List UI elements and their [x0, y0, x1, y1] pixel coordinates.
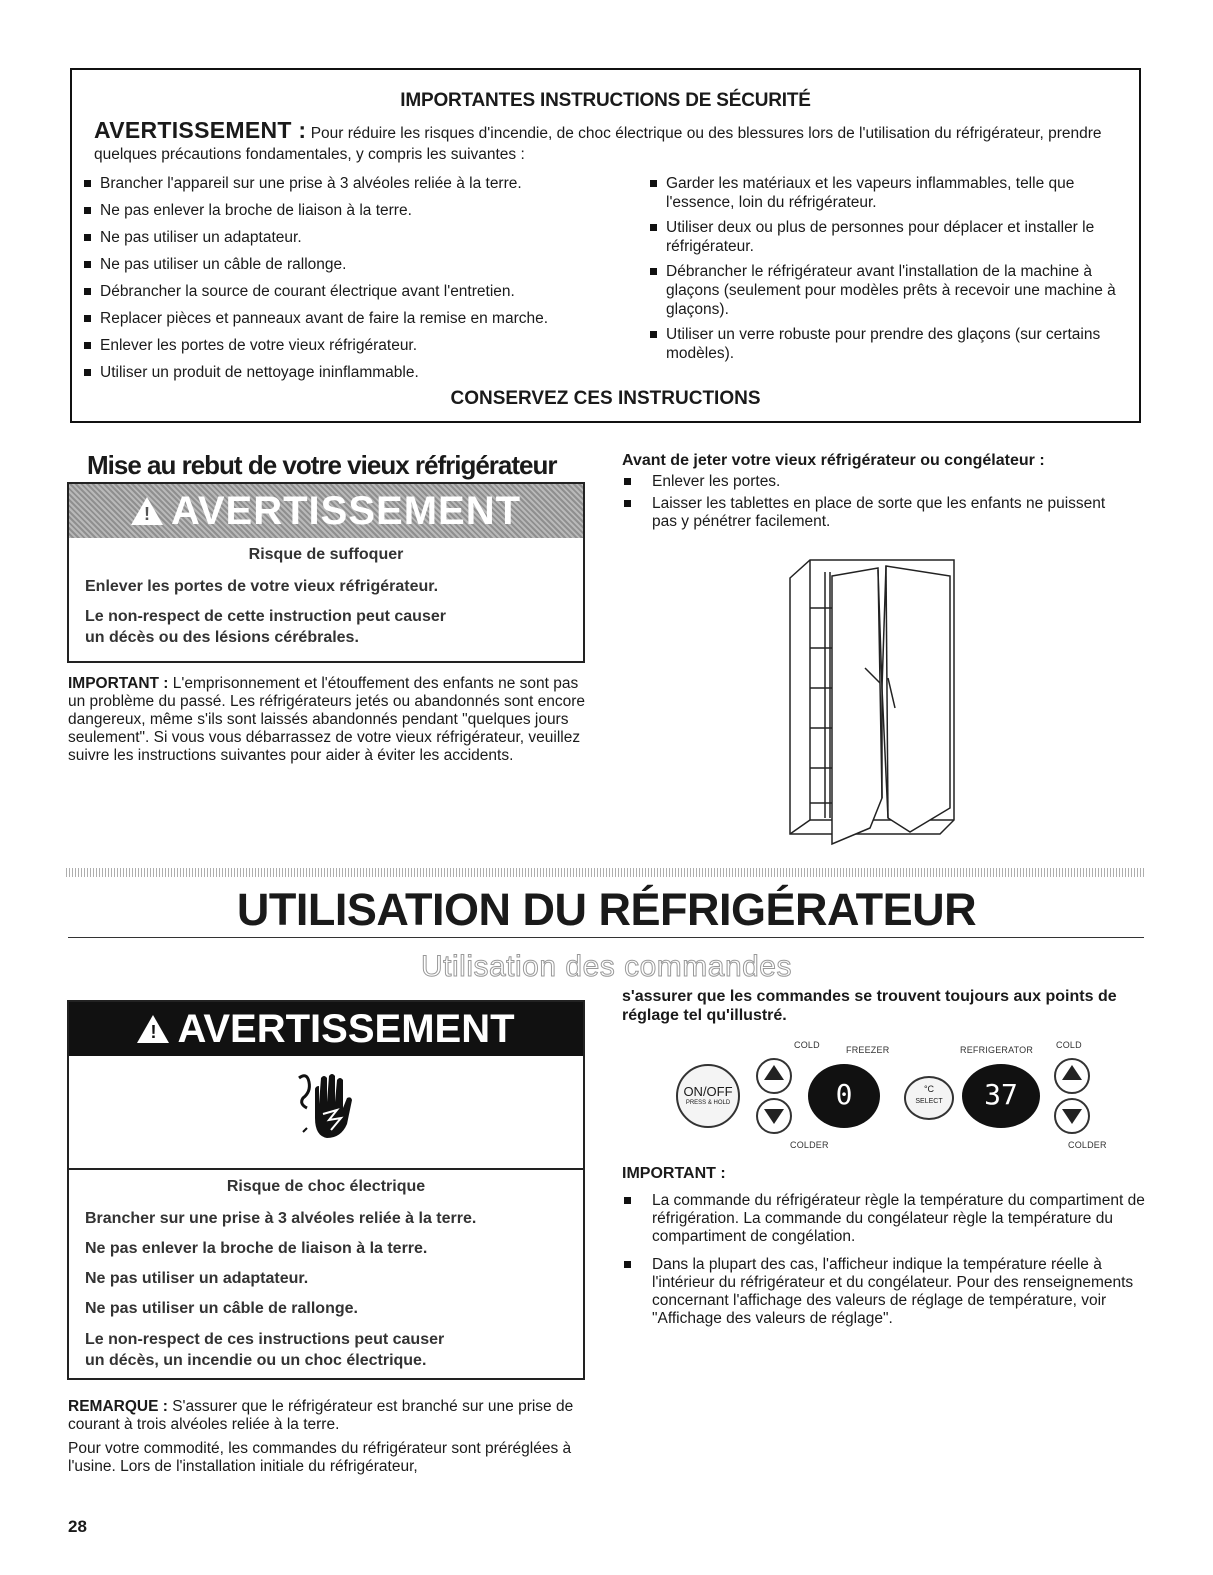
- control-panel-illustration: [672, 1040, 1112, 1152]
- list-item: Ne pas enlever la broche de liaison à la terre.: [84, 201, 644, 220]
- suffocation-warning-box: [67, 482, 585, 663]
- warning-banner-label: AVERTISSEMENT: [177, 1006, 515, 1051]
- list-item: Débrancher la source de courant électrique avant l'entretien.: [84, 282, 644, 301]
- safety-footer: CONSERVEZ CES INSTRUCTIONS: [450, 388, 761, 409]
- list-item: Dans la plupart des cas, l'afficheur indique la température réelle à l'intérieur du réfrigérateur et du congélateur. Pour des renseignements concernant l'affichage des valeurs de réglage de température, voir "Affichage des valeurs de réglage".: [622, 1256, 1147, 1328]
- list-item: Enlever les portes de votre vieux réfrigérateur.: [84, 336, 644, 355]
- before-disposal-list: [622, 473, 1122, 535]
- refrigerator-open-doors-illustration: [770, 548, 970, 848]
- important-list: [622, 1192, 1147, 1332]
- freezer-colder-button[interactable]: [756, 1098, 792, 1134]
- warning-risk: Risque de suffoquer: [248, 546, 404, 563]
- freezer-warmer-button[interactable]: [756, 1058, 792, 1094]
- safety-warning-label: AVERTISSEMENT :: [94, 117, 307, 143]
- list-item: Ne pas utiliser un câble de rallonge.: [84, 255, 644, 274]
- select-label: SELECT: [915, 1098, 943, 1105]
- colder-label-left: COLDER: [790, 1140, 829, 1150]
- warning-triangle-icon: !: [137, 1015, 169, 1043]
- list-item: La commande du réfrigérateur règle la température du compartiment de réfrigération. La commande du congélateur règle la température du compartiment de congélation.: [622, 1192, 1147, 1246]
- list-item: Replacer pièces et panneaux avant de faire la remise en marche.: [84, 309, 644, 328]
- warning-consequence-b: un décès, un incendie ou un choc électrique.: [85, 1352, 427, 1369]
- safety-instructions-box: [70, 68, 1141, 423]
- warning-line: Ne pas utiliser un câble de rallonge.: [85, 1300, 358, 1317]
- list-item: Laisser les tablettes en place de sorte que les enfants ne puissent pas y pénétrer facilement.: [622, 495, 1122, 531]
- safety-list-right: [650, 174, 1122, 369]
- cold-label-left: COLD: [794, 1040, 820, 1050]
- warning-banner: [69, 1002, 583, 1056]
- list-item: Enlever les portes.: [622, 473, 1122, 491]
- warning-triangle-icon: !: [131, 497, 163, 525]
- warning-consequence-b: un décès ou des lésions cérébrales.: [85, 629, 359, 646]
- up-arrow-icon: [764, 1065, 784, 1080]
- warning-risk: Risque de choc électrique: [226, 1178, 426, 1195]
- list-item: Utiliser un produit de nettoyage ininflammable.: [84, 363, 644, 382]
- important-text: L'emprisonnement et l'étouffement des enfants ne sont pas un problème du passé. Les réfrigérateurs jetés ou abandonnés sont encore dangereux, même s'ils sont laissés abandonnés pendant "quelques jours seulement". Si vous vous débarrassez de votre vieux réfrigérateur, veuillez suivre les instructions suivantes pour aider à éviter les accidents.: [68, 675, 586, 764]
- section-divider: [66, 868, 1144, 877]
- usage-heading: UTILISATION DU RÉFRIGÉRATEUR: [236, 884, 977, 935]
- heading-rule: [68, 937, 1144, 938]
- convenience-text: Pour votre commodité, les commandes du réfrigérateur sont préréglées à l'usine. Lors de l'installation initiale du réfrigérateur,: [68, 1440, 572, 1475]
- up-arrow-icon: [1062, 1065, 1082, 1080]
- important-paragraph: [68, 675, 588, 765]
- refrigerator-display: [962, 1064, 1040, 1128]
- refrigerator-display-value: 37: [984, 1078, 1018, 1111]
- warning-line: Enlever les portes de votre vieux réfrigérateur.: [85, 578, 439, 595]
- remark-text: S'assurer que le réfrigérateur est branché sur une prise de courant à trois alvéoles reliée à la terre.: [68, 1398, 574, 1433]
- warning-line: Brancher sur une prise à 3 alvéoles reliée à la terre.: [85, 1210, 477, 1227]
- warning-line: Ne pas enlever la broche de liaison à la terre.: [85, 1240, 428, 1257]
- safety-intro: [94, 117, 1119, 165]
- refrigerator-colder-button[interactable]: [1054, 1098, 1090, 1134]
- warning-consequence-a: Le non-respect de ces instructions peut causer: [85, 1331, 445, 1348]
- down-arrow-icon: [1062, 1109, 1082, 1124]
- remark-paragraph: [68, 1398, 588, 1476]
- refrigerator-label: REFRIGERATOR: [960, 1045, 1034, 1055]
- ensure-settings-text: s'assurer que les commandes se trouvent toujours aux points de réglage tel qu'illustré.: [622, 988, 1117, 1024]
- warning-banner-label: AVERTISSEMENT: [170, 488, 522, 533]
- electric-shock-warning-box: [67, 1000, 585, 1380]
- list-item: Utiliser deux ou plus de personnes pour déplacer et installer le réfrigérateur.: [650, 218, 1122, 256]
- remark-label: REMARQUE :: [68, 1398, 168, 1415]
- safety-intro-text: Pour réduire les risques d'incendie, de choc électrique ou des blessures lors de l'utilisation du réfrigérateur, prendre quelques précautions fondamentales, y compris les suivantes :: [94, 125, 1102, 163]
- celsius-label: °C: [923, 1084, 935, 1094]
- page-number: 28: [68, 1517, 87, 1536]
- refrigerator-warmer-button[interactable]: [1054, 1058, 1090, 1094]
- cold-label-right: COLD: [1056, 1040, 1082, 1050]
- important-label: IMPORTANT :: [68, 675, 169, 692]
- safety-list-left: [84, 174, 644, 390]
- list-item: Garder les matériaux et les vapeurs inflammables, telle que l'essence, loin du réfrigérateur.: [650, 174, 1122, 212]
- warning-banner: [69, 484, 583, 538]
- press-hold-label: PRESS & HOLD: [685, 1100, 731, 1106]
- onoff-button[interactable]: [676, 1064, 740, 1128]
- colder-label-right: COLDER: [1068, 1140, 1107, 1150]
- list-item: Débrancher le réfrigérateur avant l'installation de la machine à glaçons (seulement pour modèles prêts à recevoir une machine à glaçons).: [650, 262, 1122, 319]
- list-item: Brancher l'appareil sur une prise à 3 alvéoles reliée à la terre.: [84, 174, 644, 193]
- down-arrow-icon: [764, 1109, 784, 1124]
- freezer-label: FREEZER: [846, 1045, 890, 1055]
- onoff-label: ON/OFF: [683, 1084, 733, 1099]
- freezer-display-value: 0: [835, 1078, 853, 1111]
- list-item: Utiliser un verre robuste pour prendre des glaçons (sur certains modèles).: [650, 325, 1122, 363]
- safety-title: IMPORTANTES INSTRUCTIONS DE SÉCURITÉ: [400, 90, 811, 111]
- controls-subheading: Utilisation des commandes: [421, 950, 792, 983]
- shock-symbol-area: [69, 1056, 583, 1170]
- electric-shock-hand-icon: [297, 1068, 357, 1148]
- before-disposal-heading: Avant de jeter votre vieux réfrigérateur ou congélateur :: [622, 452, 1045, 469]
- select-button[interactable]: [904, 1076, 954, 1120]
- list-item: Ne pas utiliser un adaptateur.: [84, 228, 644, 247]
- warning-line: Ne pas utiliser un adaptateur.: [85, 1270, 309, 1287]
- important-heading: IMPORTANT :: [622, 1165, 726, 1182]
- freezer-display: [808, 1064, 880, 1128]
- disposal-heading: Mise au rebut de votre vieux réfrigérateur: [87, 450, 557, 480]
- warning-consequence-a: Le non-respect de cette instruction peut causer: [85, 608, 446, 625]
